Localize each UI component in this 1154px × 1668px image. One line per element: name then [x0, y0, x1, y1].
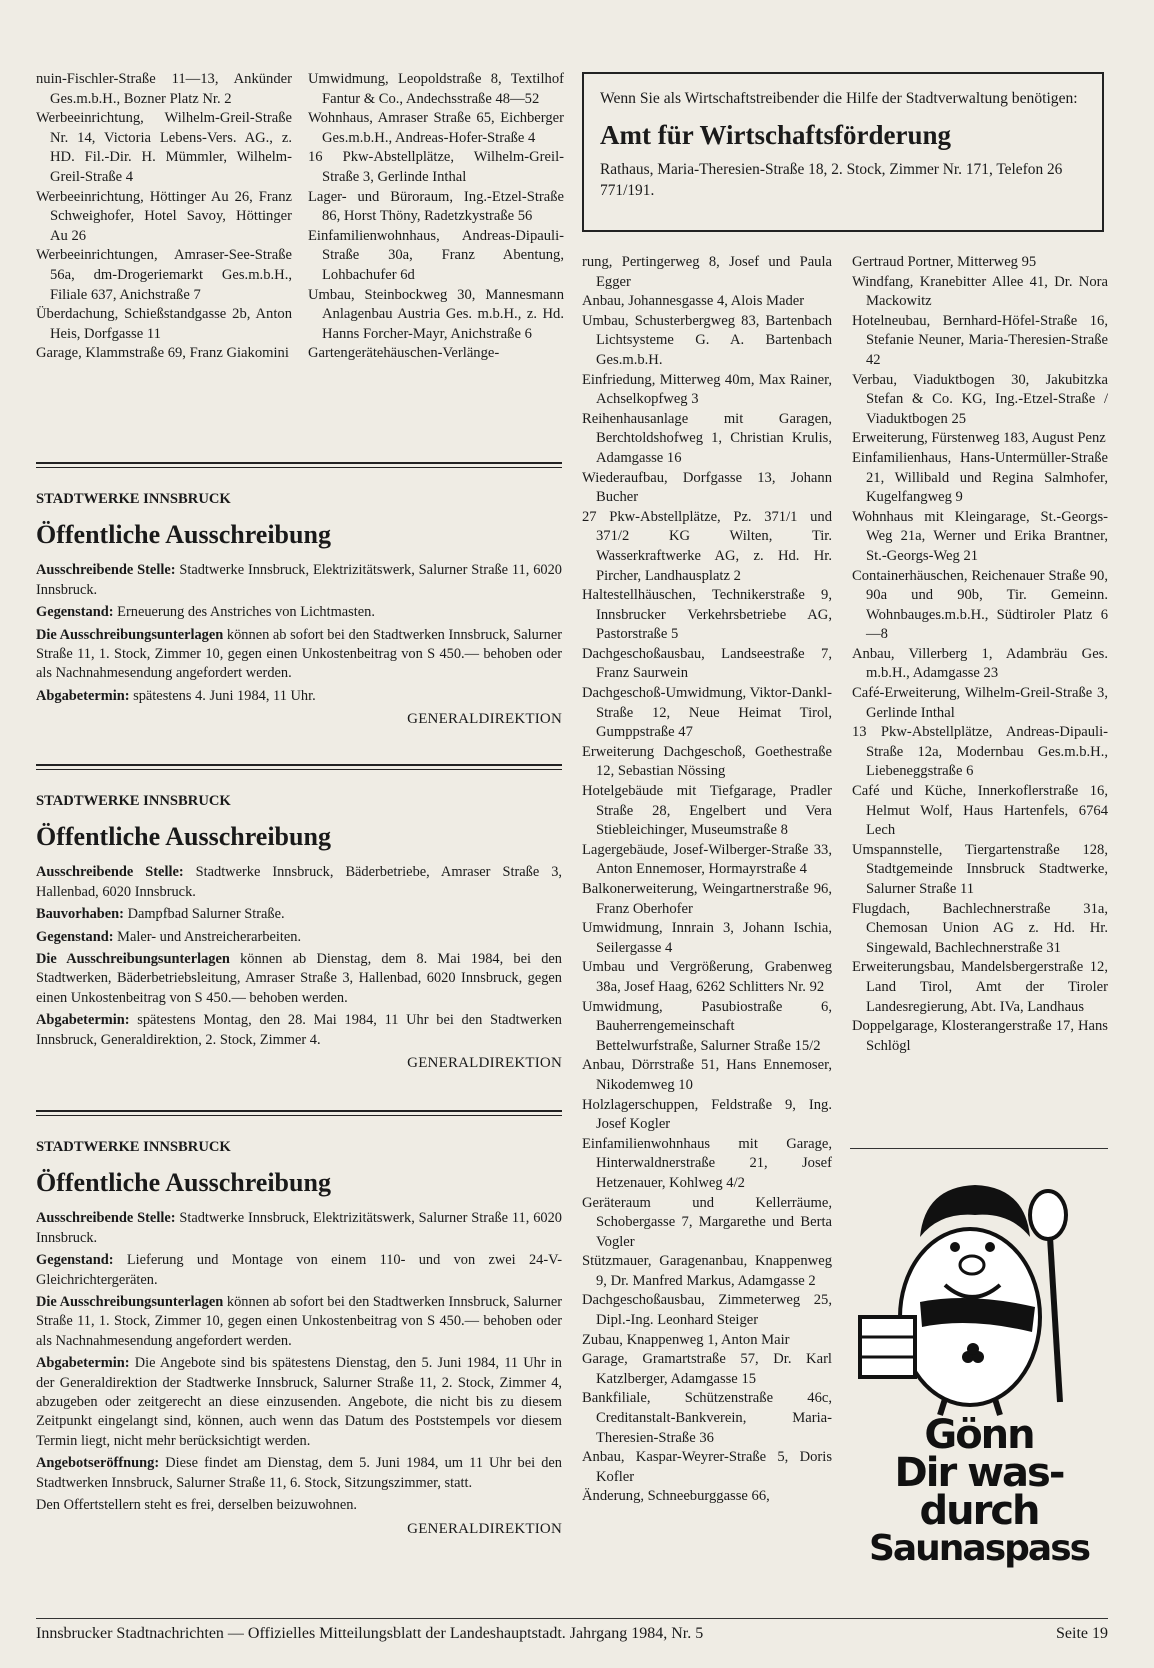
permit-entry: Überdachung, Schießstandgasse 2b, Anton Heis, Dorfgasse 11 [36, 306, 292, 342]
slogan-line: Saunaspass [868, 1528, 1090, 1569]
permit-entry: nuin-Fischler-Straße 11—13, Ankünder Ges.m.b.H., Bozner Platz Nr. 2 [36, 71, 292, 107]
permit-entry: Geräteraum und Kellerräume, Schobergasse 7, Margarethe und Berta Vogler [582, 1194, 832, 1250]
permit-list-column-4 [852, 253, 1108, 1056]
permit-entry: Café-Erweiterung, Wilhelm-Greil-Straße 3, Gerlinde Inthal [852, 685, 1108, 721]
slogan-line: durch [919, 1488, 1039, 1534]
permit-entry: Wiederaufbau, Dorfgasse 13, Johann Bucher [582, 469, 832, 506]
permit-entry: Werbeeinrichtungen, Amraser-See-Straße 56a, dm-Drogeriemarkt Ges.m.b.H., Filiale 637, Anichstraße 7 [36, 247, 292, 303]
permit-entry: Lager- und Büroraum, Ing.-Etzel-Straße 86, Horst Thöny, Radetzkystraße 56 [308, 188, 564, 225]
notice-label: Abgabetermin: [36, 1012, 130, 1029]
notice-paragraph: Gegenstand: Lieferung und Montage von einem 110- und von zwei 24-V-Gleichrichtergeräten. [36, 1252, 562, 1288]
notice-paragraph: Die Ausschreibungsunterlagen können ab sofort bei den Stadtwerken Innsbruck, Salurner Straße 11, 1. Stock, Zimmer 10, gegen einen Unkostenbeitrag von S 450.— behoben oder als Nachnahmesendung angefordert werden. [36, 1294, 562, 1349]
permit-entry: Bankfiliale, Schützenstraße 46c, Creditanstalt-Bankverein, Maria-Theresien-Straße 36 [582, 1390, 832, 1446]
permit-entry: Gartengerätehäuschen-Verlänge- [308, 345, 500, 362]
permit-entry: Umwidmung, Leopoldstraße 8, Textilhof Fantur & Co., Andechsstraße 48—52 [308, 71, 564, 107]
permit-entry: Erweiterung Dachgeschoß, Goethestraße 12, Sebastian Nössing [582, 743, 832, 780]
sauna-advert [850, 1148, 1108, 1618]
notice-signature: GENERALDIREKTION [407, 1055, 562, 1072]
permit-entry: Hotelneubau, Bernhard-Höfel-Straße 16, Stefanie Neuner, Maria-Theresien-Straße 42 [852, 312, 1108, 368]
permit-entry: Haltestellhäuschen, Technikerstraße 9, Innsbrucker Verkehrsbetriebe AG, Pastorstraße 5 [582, 587, 832, 643]
page-footer [36, 1618, 1108, 1643]
permit-entry: 16 Pkw-Abstellplätze, Wilhelm-Greil-Straße 3, Gerlinde Inthal [308, 149, 564, 185]
notice-label: Die Ausschreibungsunterlagen [36, 626, 224, 643]
permit-entry: Balkonerweiterung, Weingartnerstraße 96, Franz Oberhofer [582, 881, 832, 917]
tender-notice [36, 462, 562, 730]
notice-title: Öffentliche Ausschreibung [36, 822, 331, 852]
permit-entry: Doppelgarage, Klosterangerstraße 17, Hans Schlögl [852, 1018, 1108, 1054]
permit-entry: Dachgeschoßausbau, Zimmeterweg 25, Dipl.-Ing. Leonhard Steiger [582, 1292, 832, 1329]
permit-entry: Flugdach, Bachlechnerstraße 31a, Chemosan Union AG z. Hd. Hr. Singewald, Bachlechnerstraße 31 [852, 900, 1108, 956]
permit-entry: Wohnhaus, Amraser Straße 65, Eichberger Ges.m.b.H., Andreas-Hofer-Straße 4 [308, 110, 564, 146]
permit-entry: 27 Pkw-Abstellplätze, Pz. 371/1 und 371/2 KG Wilten, Tir. Wasserkraftwerke AG, z. Hd. Hr. Pircher, Landhausplatz 2 [582, 508, 832, 584]
notice-label: Ausschreibende Stelle: [36, 1210, 176, 1227]
notice-paragraph: Abgabetermin: spätestens Montag, den 28. Mai 1984, 11 Uhr bei den Stadtwerken Innsbruck, Generaldirektion, 2. Stock, Zimmer 4. [36, 1012, 562, 1048]
permit-entry: Umspannstelle, Tiergartenstraße 128, Stadtgemeinde Innsbruck Stadtwerke, Salurner Straße 11 [852, 841, 1108, 897]
permit-entry: Holzlagerschuppen, Feldstraße 9, Ing. Josef Kogler [582, 1096, 832, 1133]
permit-entry: Erweiterungsbau, Mandelsbergerstraße 12, Land Tirol, Amt der Tiroler Landesregierung, Abt. IVa, Landhaus [852, 959, 1108, 1015]
notice-paragraph: Die Ausschreibungsunterlagen können ab sofort bei den Stadtwerken Innsbruck, Salurner Straße 11, 1. Stock, Zimmer 10, gegen einen Unkostenbeitrag von S 450.— behoben oder als Nachnahmesendung angefordert werden. [36, 626, 562, 682]
notice-label: Die Ausschreibungsunterlagen [36, 1294, 224, 1311]
permit-entry: Wohnhaus mit Kleingarage, St.-Georgs-Weg 21a, Werner und Erika Brantner, St.-Georgs-Weg 21 [852, 508, 1108, 564]
permit-entry: Anbau, Dörrstraße 51, Hans Ennemoser, Nikodemweg 10 [582, 1057, 832, 1093]
notice-title: Öffentliche Ausschreibung [36, 520, 331, 550]
notice-issuer: STADTWERKE INNSBRUCK [36, 491, 231, 507]
notice-label: Ausschreibende Stelle: [36, 864, 184, 881]
divider [36, 764, 562, 770]
permit-entry: Garage, Gramartstraße 57, Dr. Karl Katzlberger, Adamgasse 15 [582, 1351, 832, 1387]
slogan-line: Gönn [924, 1412, 1034, 1458]
permit-entry: 13 Pkw-Abstellplätze, Andreas-Dipauli-Straße 12a, Modernbau Ges.m.b.H., Liebeneggstraße 6 [852, 724, 1108, 780]
page-number: Seite 19 [1056, 1625, 1108, 1642]
permit-entry: Lagergebäude, Josef-Wilberger-Straße 33, Anton Ennemoser, Hormayrstraße 4 [582, 841, 832, 878]
notice-paragraph: Gegenstand: Maler- und Anstreicherarbeiten. [36, 928, 302, 945]
permit-entry: Anbau, Villerberg 1, Adambräu Ges. m.b.H., Adamgasse 23 [852, 645, 1108, 682]
ad-address: Rathaus, Maria-Theresien-Straße 18, 2. Stock, Zimmer Nr. 171, Telefon 26 771/191. [600, 161, 1063, 199]
ad-intro: Wenn Sie als Wirtschaftstreibender die Hilfe der Stadtverwaltung benötigen: [600, 90, 1078, 107]
permit-entry: Umwidmung, Innrain 3, Johann Ischia, Seilergasse 4 [582, 920, 832, 956]
permit-entry: Dachgeschoßausbau, Landseestraße 7, Franz Saurwein [582, 645, 832, 682]
permit-entry: Einfamilienhaus, Hans-Untermüller-Straße 21, Willibald und Regina Salmhofer, Kugelfangweg 9 [852, 449, 1108, 506]
permit-entry: Anbau, Kaspar-Weyrer-Straße 5, Doris Kofler [582, 1449, 832, 1485]
notice-signature: GENERALDIREKTION [407, 711, 562, 728]
economic-office-ad [582, 72, 1104, 232]
permit-entry: Verbau, Viaduktbogen 30, Jakubitzka Stefan & Co. KG, Ing.-Etzel-Straße / Viaduktbogen 25 [852, 371, 1108, 427]
ad-title: Amt für Wirtschaftsförderung [600, 120, 951, 150]
notice-label: Abgabetermin: [36, 1355, 130, 1372]
notice-paragraph: Ausschreibende Stelle: Stadtwerke Innsbruck, Bäderbetriebe, Amraser Straße 3, Hallenbad, 6020 Innsbruck. [36, 864, 562, 900]
footer-publication: Innsbrucker Stadtnachrichten — Offizielles Mitteilungsblatt der Landeshauptstadt. Jahrgang 1984, Nr. 5 [36, 1625, 704, 1642]
slogan-line: Dir was- [894, 1450, 1064, 1496]
permit-list-column-2 [308, 70, 564, 364]
permit-entry: Stützmauer, Garagenanbau, Knappenweg 9, Dr. Manfred Markus, Adamgasse 2 [582, 1253, 832, 1289]
permit-entry: Umbau und Vergrößerung, Grabenweg 38a, Josef Haag, 6262 Schlitters Nr. 92 [582, 959, 832, 995]
divider [36, 1110, 562, 1116]
notice-label: Gegenstand: [36, 604, 114, 621]
notice-title: Öffentliche Ausschreibung [36, 1168, 331, 1198]
permit-entry: Einfamilienwohnhaus mit Garage, Hinterwaldnerstraße 21, Josef Hetzenauer, Kohlweg 4/2 [582, 1135, 832, 1191]
notice-signature: GENERALDIREKTION [407, 1520, 562, 1537]
notice-paragraph: Den Offertstellern steht es frei, derselben beizuwohnen. [36, 1497, 358, 1514]
sauna-slogan [850, 1412, 1108, 1569]
permit-entry: Windfang, Kranebitter Allee 41, Dr. Nora Mackowitz [852, 273, 1108, 310]
permit-entry: Reihenhausanlage mit Garagen, Berchtoldshofweg 1, Christian Krulis, Adamgasse 16 [582, 410, 832, 466]
notice-label: Die Ausschreibungsunterlagen [36, 951, 230, 968]
tender-notice [36, 1110, 562, 1539]
permit-entry: Garage, Klammstraße 69, Franz Giakomini [36, 345, 289, 362]
sauna-mascot-illustration [850, 1167, 1108, 1417]
notice-label: Ausschreibende Stelle: [36, 562, 176, 579]
permit-entry: Werbeeinrichtung, Wilhelm-Greil-Straße Nr. 14, Victoria Lebens-Vers. AG., z. HD. Fil.-Dir. H. Mümmler, Wilhelm-Greil-Straße 4 [36, 110, 292, 185]
divider [36, 462, 562, 468]
permit-list-column-1 [36, 70, 292, 364]
notice-paragraph: Ausschreibende Stelle: Stadtwerke Innsbruck, Elektrizitätswerk, Salurner Straße 11, 6020 Innsbruck. [36, 562, 562, 598]
permit-entry: Änderung, Schneeburggasse 66, [582, 1488, 770, 1505]
notice-label: Abgabetermin: [36, 687, 130, 704]
permit-entry: Gertraud Portner, Mitterweg 95 [852, 254, 1037, 270]
notice-label: Angebotseröffnung: [36, 1455, 160, 1472]
permit-entry: Hotelgebäude mit Tiefgarage, Pradler Straße 28, Engelbert und Vera Stiebleichinger, Museumstraße 8 [582, 783, 832, 839]
permit-entry: Containerhäuschen, Reichenauer Straße 90, 90a und 90b, Tir. Gemeinn. Wohnbauges.m.b.H., Südtiroler Platz 6—8 [852, 567, 1108, 643]
permit-entry: Einfriedung, Mitterweg 40m, Max Rainer, Achselkopfweg 3 [582, 371, 832, 408]
permit-entry: Zubau, Knappenweg 1, Anton Mair [582, 1331, 790, 1348]
permit-entry: Umbau, Steinbockweg 30, Mannesmann Anlagenbau Austria Ges. m.b.H., z. Hd. Hanns Forcher-Mayr, Anichstraße 6 [308, 286, 564, 342]
notice-paragraph: Abgabetermin: spätestens 4. Juni 1984, 11 Uhr. [36, 687, 316, 704]
notice-paragraph: Ausschreibende Stelle: Stadtwerke Innsbruck, Elektrizitätswerk, Salurner Straße 11, 6020 Innsbruck. [36, 1210, 562, 1246]
permit-entry: Umbau, Schusterbergweg 83, Bartenbach Lichtsysteme G. A. Bartenbach Ges.m.b.H. [582, 312, 832, 368]
permit-entry: Umwidmung, Pasubiostraße 6, Bauherrengemeinschaft Bettelwurfstraße, Salurner Straße 15/2 [582, 998, 832, 1054]
notice-paragraph: Abgabetermin: Die Angebote sind bis spätestens Dienstag, den 5. Juni 1984, 11 Uhr in der Generaldirektion der Stadtwerke Innsbruck, Salurner Straße 11, 2. Stock, Zimmer 4, abzugeben oder zeitgerecht an diese einzusenden. Angebote, die nicht bis zu diesem Zeitpunkt eingelangt sind, können, auch wenn das Datum des Poststempels vor diesem Termin liegt, nicht mehr berücksichtigt werden. [36, 1355, 562, 1449]
notice-paragraph: Gegenstand: Erneuerung des Anstriches von Lichtmasten. [36, 604, 375, 621]
permit-entry: rung, Pertingerweg 8, Josef und Paula Egger [582, 254, 832, 290]
permit-entry: Dachgeschoß-Umwidmung, Viktor-Dankl-Straße 12, Neue Heimat Tirol, Gumppstraße 47 [582, 685, 832, 741]
notice-paragraph: Die Ausschreibungsunterlagen können ab Dienstag, dem 8. Mai 1984, bei den Stadtwerken, Bäderbetriebsleitung, Amraser Straße 3, Hallenbad, 6020 Innsbruck, gegen einen Unkostenbeitrag von S 450.— behoben werden. [36, 951, 562, 1006]
notice-issuer: STADTWERKE INNSBRUCK [36, 1139, 231, 1155]
permit-entry: Werbeeinrichtung, Höttinger Au 26, Franz Schweighofer, Hotel Savoy, Höttinger Au 26 [36, 188, 292, 244]
notice-label: Gegenstand: [36, 928, 114, 945]
notice-paragraph: Bauvorhaben: Dampfbad Salurner Straße. [36, 906, 285, 923]
tender-notice [36, 764, 562, 1073]
permit-entry: Anbau, Johannesgasse 4, Alois Mader [582, 293, 805, 310]
notice-label: Bauvorhaben: [36, 906, 124, 923]
notice-issuer: STADTWERKE INNSBRUCK [36, 793, 231, 809]
divider [850, 1148, 1108, 1149]
permit-entry: Einfamilienwohnhaus, Andreas-Dipauli-Straße 30a, Franz Abentung, Lohbachufer 6d [308, 227, 564, 283]
notice-label: Gegenstand: [36, 1252, 114, 1269]
permit-entry: Café und Küche, Innerkoflerstraße 16, Helmut Wolf, Haus Hartenfels, 6764 Lech [852, 783, 1108, 839]
permit-entry: Erweiterung, Fürstenweg 183, August Penz [852, 430, 1106, 447]
notice-paragraph: Angebotseröffnung: Diese findet am Dienstag, dem 5. Juni 1984, um 11 Uhr bei den Stadtwerken Innsbruck, Salurner Straße 11, 6. Stock, Sitzungszimmer, statt. [36, 1455, 562, 1491]
permit-list-column-3 [582, 253, 832, 1507]
